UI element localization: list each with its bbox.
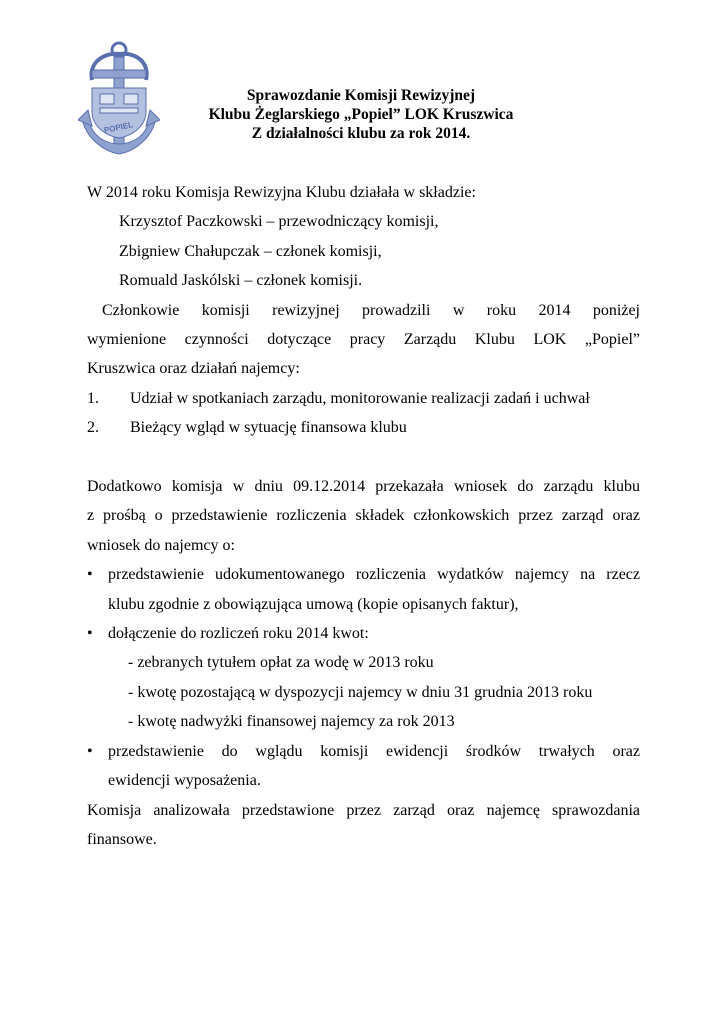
anchor-logo: [78, 40, 160, 162]
additional-line-1: Dodatkowo komisja w dniu 09.12.2014 przekazała wniosek do zarządu klubu: [87, 478, 640, 496]
sub-item-3: - kwotę nadwyżki finansowej najemcy za rok 2013: [128, 713, 455, 731]
intro-paragraph: W 2014 roku Komisja Rewizyjna Klubu działała w składzie:: [87, 184, 476, 201]
activity-number: 1.: [87, 389, 99, 407]
bullet-1-line-2: klubu zgodnie z obowiązująca umową (kopie opisanych faktur),: [108, 595, 519, 613]
activities-intro-line-1: Członkowie komisji rewizyjnej prowadzili w roku 2014 poniżej: [102, 301, 640, 319]
activity-number: 2.: [87, 419, 99, 437]
title-line-2: Klubu Żeglarskiego „Popiel” LOK Kruszwica: [208, 106, 514, 123]
activity-item: [87, 413, 640, 442]
bullet-item: [87, 560, 640, 619]
bullet-icon: •: [87, 566, 93, 584]
additional-line-3: wniosek do najemcy o:: [87, 536, 235, 554]
activity-text: Bieżący wgląd w sytuację finansowa klubu: [130, 419, 407, 437]
activity-text: Udział w spotkaniach zarządu, monitorowanie realizacji zadań i uchwał: [130, 389, 590, 407]
member-1: Krzysztof Paczkowski – przewodniczący komisji,: [119, 213, 439, 231]
additional-line-2: z prośbą o przedstawienie rozliczenia składek członkowskich przez zarząd oraz: [87, 507, 640, 525]
bullet-1-line-1: przedstawienie udokumentowanego rozliczenia wydatków najemcy na rzecz: [108, 566, 640, 584]
bullet-icon: •: [87, 625, 93, 643]
bullet-item: [87, 619, 640, 737]
bullet-2-text: dołączenie do rozliczeń roku 2014 kwot:: [108, 625, 369, 643]
activities-intro-line-2: wymienione czynności dotyczące pracy Zarządu Klubu LOK „Popiel”: [87, 331, 640, 349]
title-line-1: Sprawozdanie Komisji Rewizyjnej: [246, 87, 476, 104]
logo-text: POPIEL: [103, 120, 134, 136]
document-title: [176, 86, 546, 143]
closing-line-1: Komisja analizowała przedstawione przez zarząd oraz najemcę sprawozdania: [87, 801, 640, 819]
bullet-item: [87, 737, 640, 796]
sub-item-1: - zebranych tytułem opłat za wodę w 2013 roku: [128, 654, 434, 672]
bullet-icon: •: [87, 742, 93, 760]
bullet-3-line-1: przedstawienie do wglądu komisji ewidencji środków trwałych oraz: [108, 742, 640, 760]
title-line-3: Z działalności klubu za rok 2014.: [251, 125, 471, 142]
closing-line-2: finansowe.: [87, 830, 157, 848]
member-2: Zbigniew Chałupczak – członek komisji,: [119, 242, 382, 260]
sub-item-2: - kwotę pozostającą w dyspozycji najemcy w dniu 31 grudnia 2013 roku: [128, 683, 593, 701]
report-body: [87, 178, 640, 854]
member-3: Romuald Jaskólski – członek komisji.: [119, 272, 363, 290]
activity-item: [87, 384, 640, 413]
bullet-3-line-2: ewidencji wyposażenia.: [108, 772, 261, 790]
activities-intro-line-3: Kruszwica oraz działań najemcy:: [87, 360, 300, 378]
